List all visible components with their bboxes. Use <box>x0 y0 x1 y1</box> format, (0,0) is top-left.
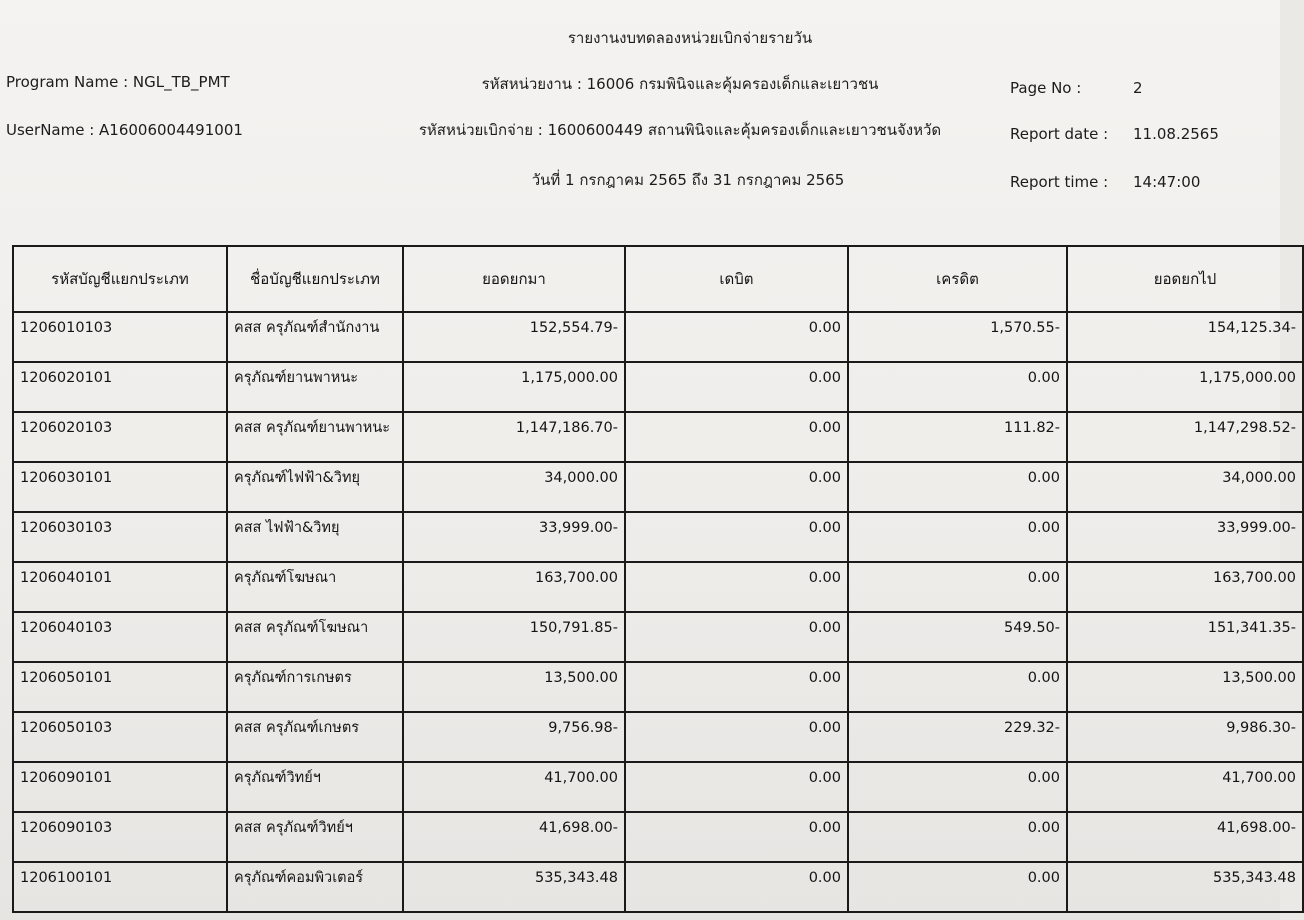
closing-balance-cell: 154,125.34- <box>1067 312 1303 362</box>
header-account-code: รหัสบัญชีแยกประเภท <box>13 246 227 312</box>
debit-cell: 0.00 <box>625 562 848 612</box>
account-name-cell: ครุภัณฑ์ยานพาหนะ <box>227 362 403 412</box>
table-row <box>13 312 1303 362</box>
header-credit: เครดิต <box>848 246 1067 312</box>
opening-balance-cell: 9,756.98- <box>403 712 625 762</box>
report-time-label: Report time : <box>1010 173 1109 191</box>
debit-cell: 0.00 <box>625 312 848 362</box>
account-name-cell: ครุภัณฑ์การเกษตร <box>227 662 403 712</box>
debit-cell: 0.00 <box>625 462 848 512</box>
account-name-cell: ครุภัณฑ์ไฟฟ้า&วิทยุ <box>227 462 403 512</box>
page-no-value: 2 <box>1133 79 1143 97</box>
trial-balance-table <box>12 245 1304 913</box>
closing-balance-cell: 9,986.30- <box>1067 712 1303 762</box>
opening-balance-cell: 1,147,186.70- <box>403 412 625 462</box>
account-code-cell: 1206050103 <box>13 712 227 762</box>
agency-line: รหัสหน่วยงาน : 16006 กรมพินิจและคุ้มครองเด็กและเยาวชน <box>481 75 879 93</box>
debit-cell: 0.00 <box>625 712 848 762</box>
closing-balance-cell: 33,999.00- <box>1067 512 1303 562</box>
opening-balance-cell: 152,554.79- <box>403 312 625 362</box>
credit-cell: 1,570.55- <box>848 312 1067 362</box>
username: UserName : A16006004491001 <box>6 121 243 139</box>
closing-balance-cell: 151,341.35- <box>1067 612 1303 662</box>
closing-balance-cell: 13,500.00 <box>1067 662 1303 712</box>
period-line: วันที่ 1 กรกฎาคม 2565 ถึง 31 กรกฎาคม 2565 <box>531 171 845 189</box>
table-row <box>13 862 1303 912</box>
credit-cell: 0.00 <box>848 462 1067 512</box>
debit-cell: 0.00 <box>625 512 848 562</box>
program-name: Program Name : NGL_TB_PMT <box>6 73 230 91</box>
account-name-cell: คสส ครุภัณฑ์ยานพาหนะ <box>227 412 403 462</box>
debit-cell: 0.00 <box>625 362 848 412</box>
credit-cell: 549.50- <box>848 612 1067 662</box>
closing-balance-cell: 41,700.00 <box>1067 762 1303 812</box>
closing-balance-cell: 535,343.48 <box>1067 862 1303 912</box>
account-name-cell: ครุภัณฑ์คอมพิวเตอร์ <box>227 862 403 912</box>
table-row <box>13 462 1303 512</box>
closing-balance-cell: 34,000.00 <box>1067 462 1303 512</box>
account-name-cell: คสส ครุภัณฑ์สำนักงาน <box>227 312 403 362</box>
opening-balance-cell: 150,791.85- <box>403 612 625 662</box>
debit-cell: 0.00 <box>625 762 848 812</box>
account-code-cell: 1206030101 <box>13 462 227 512</box>
credit-cell: 111.82- <box>848 412 1067 462</box>
account-code-cell: 1206020101 <box>13 362 227 412</box>
report-date-value: 11.08.2565 <box>1133 125 1219 143</box>
table-row <box>13 512 1303 562</box>
debit-cell: 0.00 <box>625 862 848 912</box>
closing-balance-cell: 1,175,000.00 <box>1067 362 1303 412</box>
debit-cell: 0.00 <box>625 412 848 462</box>
account-code-cell: 1206100101 <box>13 862 227 912</box>
debit-cell: 0.00 <box>625 612 848 662</box>
table-row <box>13 712 1303 762</box>
table-row <box>13 612 1303 662</box>
table-row <box>13 362 1303 412</box>
account-name-cell: คสส ครุภัณฑ์โฆษณา <box>227 612 403 662</box>
account-name-cell: ครุภัณฑ์โฆษณา <box>227 562 403 612</box>
account-name-cell: ครุภัณฑ์วิทย์ฯ <box>227 762 403 812</box>
opening-balance-cell: 33,999.00- <box>403 512 625 562</box>
table-row <box>13 762 1303 812</box>
page-no-label: Page No : <box>1010 79 1082 97</box>
account-code-cell: 1206050101 <box>13 662 227 712</box>
closing-balance-cell: 1,147,298.52- <box>1067 412 1303 462</box>
account-code-cell: 1206020103 <box>13 412 227 462</box>
opening-balance-cell: 41,700.00 <box>403 762 625 812</box>
opening-balance-cell: 535,343.48 <box>403 862 625 912</box>
closing-balance-cell: 41,698.00- <box>1067 812 1303 862</box>
opening-balance-cell: 1,175,000.00 <box>403 362 625 412</box>
credit-cell: 0.00 <box>848 812 1067 862</box>
account-code-cell: 1206010103 <box>13 312 227 362</box>
account-code-cell: 1206040101 <box>13 562 227 612</box>
debit-cell: 0.00 <box>625 812 848 862</box>
account-name-cell: คสส ครุภัณฑ์เกษตร <box>227 712 403 762</box>
table-row <box>13 562 1303 612</box>
account-name-cell: คสส ไฟฟ้า&วิทยุ <box>227 512 403 562</box>
table-header-row <box>13 246 1303 312</box>
account-code-cell: 1206090103 <box>13 812 227 862</box>
credit-cell: 0.00 <box>848 662 1067 712</box>
account-code-cell: 1206040103 <box>13 612 227 662</box>
debit-cell: 0.00 <box>625 662 848 712</box>
report-time-value: 14:47:00 <box>1133 173 1201 191</box>
opening-balance-cell: 163,700.00 <box>403 562 625 612</box>
report-title: รายงานงบทดลองหน่วยเบิกจ่ายรายวัน <box>567 29 813 47</box>
credit-cell: 0.00 <box>848 362 1067 412</box>
table-row <box>13 662 1303 712</box>
credit-cell: 0.00 <box>848 862 1067 912</box>
header-closing-balance: ยอดยกไป <box>1067 246 1303 312</box>
credit-cell: 229.32- <box>848 712 1067 762</box>
disbursing-unit-line: รหัสหน่วยเบิกจ่าย : 1600600449 สถานพินิจและคุ้มครองเด็กและเยาวชนจังหวัด <box>418 121 942 139</box>
opening-balance-cell: 34,000.00 <box>403 462 625 512</box>
table-row <box>13 412 1303 462</box>
closing-balance-cell: 163,700.00 <box>1067 562 1303 612</box>
header-account-name: ชื่อบัญชีแยกประเภท <box>227 246 403 312</box>
header-debit: เดบิต <box>625 246 848 312</box>
report-date-label: Report date : <box>1010 125 1109 143</box>
opening-balance-cell: 13,500.00 <box>403 662 625 712</box>
credit-cell: 0.00 <box>848 762 1067 812</box>
header-opening-balance: ยอดยกมา <box>403 246 625 312</box>
opening-balance-cell: 41,698.00- <box>403 812 625 862</box>
account-code-cell: 1206030103 <box>13 512 227 562</box>
account-code-cell: 1206090101 <box>13 762 227 812</box>
account-name-cell: คสส ครุภัณฑ์วิทย์ฯ <box>227 812 403 862</box>
credit-cell: 0.00 <box>848 512 1067 562</box>
credit-cell: 0.00 <box>848 562 1067 612</box>
table-row <box>13 812 1303 862</box>
